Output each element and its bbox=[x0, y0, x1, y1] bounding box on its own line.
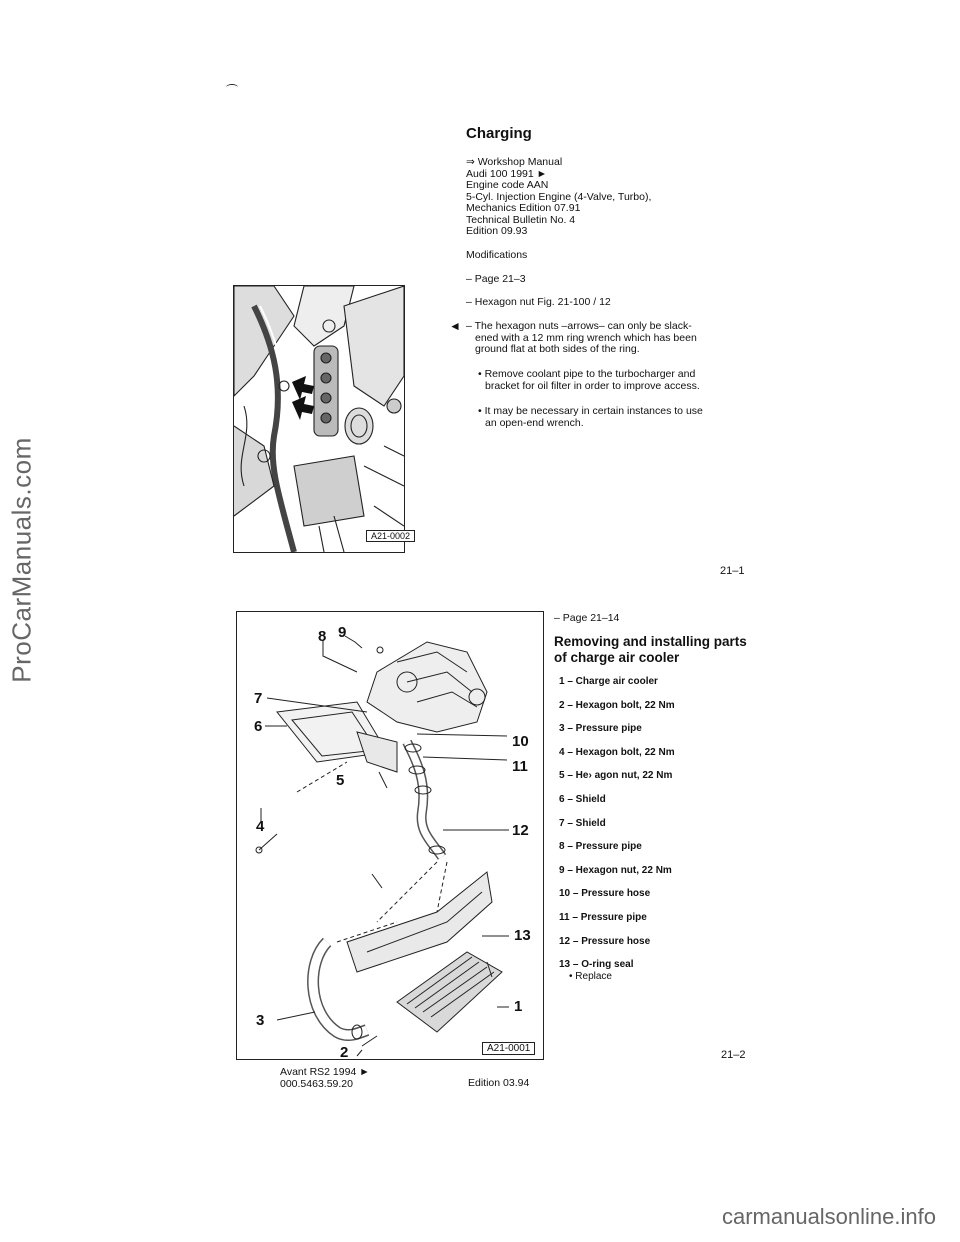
footer-model-info bbox=[280, 1067, 370, 1090]
scan-mark bbox=[226, 84, 238, 91]
engine-photo-figure bbox=[233, 285, 405, 553]
footer-edition: Edition 03.94 bbox=[468, 1077, 530, 1089]
parts-list-item: 10 – Pressure hose bbox=[559, 888, 651, 900]
parts-list-item: 12 – Pressure hose bbox=[559, 935, 651, 947]
parts-list-item: 3 – Pressure pipe bbox=[559, 723, 642, 735]
parts-list bbox=[559, 676, 779, 982]
bullet-line: bracket for oil filter in order to improve access. bbox=[485, 379, 700, 392]
exploded-view-illustration bbox=[237, 612, 543, 1059]
parts-list-item: 8 – Pressure pipe bbox=[559, 841, 642, 853]
callout-12: 12 bbox=[512, 822, 529, 839]
engine-photo-illustration bbox=[234, 286, 404, 552]
parts-list-item: 7 – Shield bbox=[559, 817, 606, 829]
callout-1: 1 bbox=[514, 998, 523, 1015]
mod-item-hexagon-nut: – Hexagon nut Fig. 21-100 / 12 bbox=[466, 296, 611, 308]
parts-list-item: 11 – Pressure pipe bbox=[559, 911, 647, 923]
figure-label: A21-0002 bbox=[366, 530, 415, 542]
footer-model: Avant RS2 1994 ► bbox=[280, 1066, 370, 1078]
page-title: Charging bbox=[466, 125, 532, 142]
instruction-hexagon-nuts bbox=[466, 321, 697, 356]
arrow-left-icon: ◄ bbox=[449, 319, 461, 333]
callout-3: 3 bbox=[256, 1012, 265, 1029]
callout-4: 4 bbox=[256, 818, 265, 835]
side-watermark bbox=[2, 0, 42, 1242]
instruction-line: ground flat at both sides of the ring. bbox=[475, 343, 640, 355]
bullet-open-end-wrench bbox=[478, 406, 703, 429]
instruction-line: ened with a 12 mm ring wrench which has been bbox=[475, 331, 697, 344]
parts-list-item: 5 – He› agon nut, 22 Nm bbox=[559, 770, 673, 782]
callout-10: 10 bbox=[512, 733, 529, 750]
ref-line: Audi 100 1991 ► bbox=[466, 167, 548, 180]
bullet-line: an open-end wrench. bbox=[485, 416, 584, 429]
bottom-watermark: carmanualsonline.info bbox=[721, 1204, 936, 1229]
callout-9: 9 bbox=[338, 624, 347, 641]
parts-list-item: 2 – Hexagon bolt, 22 Nm bbox=[559, 699, 675, 711]
section-title bbox=[554, 634, 747, 666]
callout-7: 7 bbox=[254, 690, 263, 707]
instruction-line: – The hexagon nuts –arrows– can only be slack- bbox=[466, 320, 692, 332]
section-title-line: of charge air cooler bbox=[554, 650, 680, 665]
bullet-remove-coolant bbox=[478, 369, 700, 392]
arrow-callout-upper bbox=[292, 376, 314, 400]
reference-block bbox=[466, 157, 651, 238]
ref-line: Mechanics Edition 07.91 bbox=[466, 202, 581, 214]
callout-6: 6 bbox=[254, 718, 263, 735]
ref-line: Engine code AAN bbox=[466, 179, 549, 191]
page-reference: – Page 21–14 bbox=[554, 612, 620, 624]
page-number: 21–1 bbox=[720, 565, 745, 577]
figure-label: A21-0001 bbox=[482, 1042, 535, 1055]
ref-line: ⇒ Workshop Manual bbox=[466, 156, 563, 168]
side-watermark-text: ProCarManuals.com bbox=[6, 437, 37, 683]
parts-list-item: 1 – Charge air cooler bbox=[559, 676, 658, 687]
charge-air-cooler-diagram bbox=[236, 611, 544, 1060]
parts-list-item: 9 – Hexagon nut, 22 Nm bbox=[559, 864, 672, 876]
page-number: 21–2 bbox=[721, 1049, 746, 1061]
callout-8: 8 bbox=[318, 628, 327, 645]
section-title-line: Removing and installing parts bbox=[554, 634, 747, 649]
parts-list-item: 6 – Shield bbox=[559, 793, 606, 805]
footer-code: 000.5463.59.20 bbox=[280, 1077, 353, 1090]
callout-13: 13 bbox=[514, 927, 531, 944]
modifications-heading: Modifications bbox=[466, 249, 528, 261]
parts-list-item: 4 – Hexagon bolt, 22 Nm bbox=[559, 746, 675, 758]
arrow-callout-lower bbox=[292, 396, 314, 420]
parts-list-note: • Replace bbox=[569, 970, 612, 982]
callout-5: 5 bbox=[336, 772, 345, 789]
bullet-line: • Remove coolant pipe to the turbocharger and bbox=[478, 368, 696, 380]
mod-item-page: – Page 21–3 bbox=[466, 273, 526, 285]
ref-line: 5-Cyl. Injection Engine (4-Valve, Turbo), bbox=[466, 190, 652, 203]
callout-2: 2 bbox=[340, 1044, 349, 1061]
callout-11: 11 bbox=[512, 758, 528, 775]
ref-line: Edition 09.93 bbox=[466, 225, 528, 237]
bullet-line: • It may be necessary in certain instances to use bbox=[478, 405, 703, 417]
ref-line: Technical Bulletin No. 4 bbox=[466, 213, 576, 226]
parts-list-item: 13 – O-ring seal bbox=[559, 959, 634, 971]
